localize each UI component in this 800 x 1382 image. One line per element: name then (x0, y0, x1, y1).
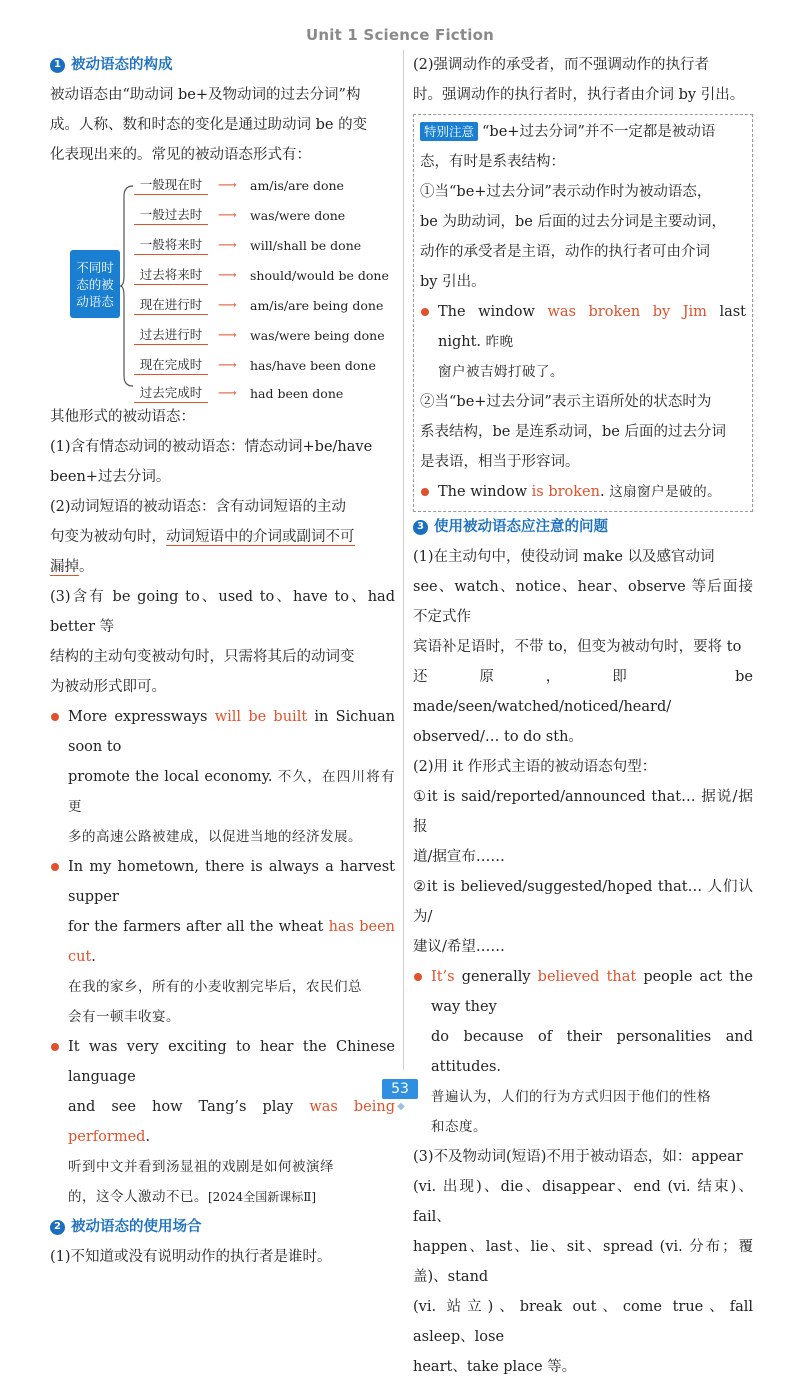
text-span: people act the way they (431, 969, 753, 1015)
text-line: (2)用 it 作形式主语的被动语态句型： (413, 759, 657, 775)
text-line: ②it is believed/suggested/hoped that… 人们认为/ (413, 879, 753, 925)
tense-label: 一般将来时 (134, 235, 208, 255)
translation-text: 这扇窗户是破的。 (609, 484, 722, 500)
source-citation: [2024全国新课标Ⅱ] (208, 1190, 317, 1204)
translation-text: 昨晚 (485, 334, 514, 350)
arrow-icon: ⟶ (218, 385, 237, 401)
highlight-text: has been cut (68, 919, 395, 965)
text-line: heart、take place 等。 (413, 1359, 577, 1375)
running-header: Unit 1 Science Fiction (305, 26, 494, 44)
text-span: generally (454, 969, 538, 985)
diagram-center-box (70, 250, 120, 318)
arrow-icon: ⟶ (218, 297, 237, 313)
bullet-dot-icon (51, 713, 59, 721)
translation-line: 窗户被吉姆打破了。 (438, 364, 564, 380)
text-line: 系表结构，be 是连系动词，be 后面的过去分词 (420, 424, 726, 440)
text-line (50, 522, 395, 552)
arrow-icon: ⟶ (218, 177, 237, 193)
example-line (431, 962, 753, 1022)
text-line: 道/据宣布…… (413, 849, 505, 865)
text-span: 。 (79, 559, 94, 575)
text-line: by 引出。 (420, 274, 486, 290)
tense-form: should/would be done (250, 267, 389, 283)
tense-label: 一般现在时 (134, 175, 208, 195)
text-line: been+过去分词。 (50, 469, 171, 485)
bullet-dot-icon (421, 488, 429, 496)
section-number-badge: 2 (50, 1220, 65, 1235)
text-line: 被动语态由“助动词 be+及物动词的过去分词”构 (50, 87, 361, 103)
translation-line: 普遍认为，人们的行为方式归因于他们的性格 (431, 1089, 711, 1105)
text-line: 时。强调动作的执行者时，执行者由介词 by 引出。 (413, 87, 745, 103)
diagram-row (134, 264, 389, 286)
text-line: 还原，即 be made/seen/watched/noticed/heard/ (413, 669, 753, 715)
section-2-heading (50, 1212, 395, 1242)
translation-line: 和态度。 (431, 1119, 487, 1135)
text-line: (1)在主动句中，使役动词 make 以及感官动词 (413, 549, 715, 565)
section-title: 被动语态的构成 (71, 57, 173, 73)
tense-form: will/shall be done (250, 237, 362, 253)
diagram-row (134, 324, 385, 346)
text-line: 结构的主动句变被动句时，只需将其后的动词变 (50, 649, 355, 665)
diagram-row (134, 234, 361, 256)
tense-label: 过去完成时 (134, 383, 208, 403)
arrow-icon: ⟶ (218, 267, 237, 283)
tense-form: am/is/are being done (250, 297, 384, 313)
arrow-icon: ⟶ (218, 237, 237, 253)
tense-form: was/were done (250, 207, 346, 223)
translation-line: 多的高速公路被建成，以促进当地的经济发展。 (68, 829, 362, 845)
text-line: ①it is said/reported/announced that… 据说/据报 (413, 789, 753, 835)
translation-line: 会有一顿丰收宴。 (68, 1009, 180, 1025)
text-span: The window (438, 304, 548, 320)
arrow-icon: ⟶ (218, 357, 237, 373)
special-note-box (413, 114, 753, 512)
highlight-text: will be built (214, 709, 308, 725)
center-line: 不同时 (76, 259, 114, 275)
text-span: . (91, 949, 96, 965)
section-title: 被动语态的使用场合 (71, 1219, 202, 1235)
example-item (420, 297, 746, 387)
bullet-dot-icon (421, 308, 429, 316)
right-column (413, 50, 753, 1382)
text-span: 句变为被动句时， (50, 529, 166, 545)
text-line: happen、last、lie、sit、spread (vi. 分布；覆盖)、stand (413, 1239, 753, 1285)
other-forms (50, 402, 395, 702)
tense-label: 过去进行时 (134, 325, 208, 345)
example-line (438, 297, 746, 357)
text-span: . (145, 1129, 151, 1145)
text-line: observed/… to do sth。 (413, 729, 583, 745)
text-span: promote the local economy. (68, 769, 278, 785)
text-line: (vi. 站立)、break out、come true、fall asleep、lose (413, 1299, 753, 1345)
left-column (50, 50, 395, 1272)
example-line (68, 702, 395, 762)
section-1-heading (50, 50, 395, 80)
highlight-text: believed that (537, 969, 637, 985)
column-divider (403, 50, 404, 1070)
translation-text: 的，这令人激动不已。 (68, 1189, 208, 1205)
tense-label: 一般过去时 (134, 205, 208, 225)
text-line: (3)含有 be going to、used to、have to、had better 等 (50, 589, 395, 635)
example-line: do because of their personalities and attitudes. (431, 1029, 753, 1075)
section-title: 使用被动语态应注意的问题 (434, 519, 608, 535)
text-line: ①当“be+过去分词”表示动作时为被动语态， (420, 184, 712, 200)
page-number: 53 (382, 1079, 418, 1099)
text-line: (2)强调动作的承受者，而不强调动作的执行者 (413, 57, 710, 73)
text-line: (1)不知道或没有说明动作的执行者是谁时。 (50, 1249, 332, 1265)
text-line: (3)不及物动词(短语)不用于被动语态，如：appear (413, 1149, 743, 1165)
example-line (438, 477, 746, 507)
bullet-dot-icon (51, 1043, 59, 1051)
underlined-text: 动词短语中的介词或副词不可 (166, 529, 355, 545)
text-line: 建议/希望…… (413, 939, 505, 955)
example-line (68, 762, 395, 822)
bullet-dot-icon (51, 863, 59, 871)
section-number-badge: 3 (413, 520, 428, 535)
text-span: “be+过去分词”并不一定都是被动语 (482, 124, 716, 140)
center-line: 动语态 (76, 293, 114, 309)
decorative-fish-icon: ◆ (397, 1101, 405, 1112)
arrow-icon: ⟶ (218, 207, 237, 223)
diagram-row (134, 382, 343, 404)
tense-label: 现在完成时 (134, 355, 208, 375)
text-span: . (599, 484, 610, 500)
section-number-badge: 1 (50, 58, 65, 73)
example-line: In my hometown, there is always a harvest supper (68, 859, 395, 905)
highlight-text: is broken (531, 484, 600, 500)
tense-label: 现在进行时 (134, 295, 208, 315)
text-line: 动作的承受者是主语，动作的执行者可由介词 (420, 244, 710, 260)
text-span: The window (438, 484, 532, 500)
example-line (68, 1092, 395, 1152)
example-item (50, 702, 395, 852)
text-line: 为被动形式即可。 (50, 679, 166, 695)
example-item (50, 1032, 395, 1212)
section-3-heading (413, 512, 753, 542)
translation-text: 不久，在四川将有更 (68, 769, 395, 815)
text-line: 成。人称、数和时态的变化是通过助动词 be 的变 (50, 117, 368, 133)
text-line: 态，有时是系表结构： (420, 154, 565, 170)
underlined-text: 漏掉 (50, 559, 79, 575)
highlight-text: It’s (431, 969, 455, 985)
highlight-text: was broken by Jim (547, 304, 707, 320)
text-line: see、watch、notice、hear、observe 等后面接不定式作 (413, 579, 753, 625)
translation-line: 听到中文并看到汤显祖的戏剧是如何被演绎 (68, 1159, 334, 1175)
tense-label: 过去将来时 (134, 265, 208, 285)
tense-form: am/is/are done (250, 177, 344, 193)
text-line: ②当“be+过去分词”表示主语所处的状态时为 (420, 394, 712, 410)
tense-form: had been done (250, 385, 344, 401)
text-line (420, 117, 746, 147)
text-span: and see how Tang’s play (68, 1099, 310, 1115)
translation-line (68, 1182, 395, 1212)
text-span: for the farmers after all the wheat (68, 919, 329, 935)
example-item (420, 477, 746, 507)
text-line: (1)含有情态动词的被动语态：情态动词+be/have (50, 439, 373, 455)
translation-line: 在我的家乡，所有的小麦收割完毕后，农民们总 (68, 979, 362, 995)
tense-form: was/were being done (250, 327, 385, 343)
example-item (50, 852, 395, 1032)
example-line (68, 912, 395, 972)
arrow-icon: ⟶ (218, 327, 237, 343)
text-line: be 为助动词，be 后面的过去分词是主要动词， (420, 214, 726, 230)
subheading: 其他形式的被动语态： (50, 409, 195, 425)
example-line: It was very exciting to hear the Chinese language (68, 1039, 395, 1085)
note-tag: 特别注意 (420, 122, 478, 141)
diagram-row (134, 294, 383, 316)
text-line: (vi. 出现)、die、disappear、end (vi. 结束)、fail、 (413, 1179, 753, 1225)
example-item (413, 962, 753, 1142)
diagram-row (134, 174, 344, 196)
section-1-body (50, 80, 395, 170)
passive-tense-diagram (50, 172, 395, 402)
text-line: 是表语，相当于形容词。 (420, 454, 580, 470)
text-line: (2)动词短语的被动语态：含有动词短语的主动 (50, 499, 347, 515)
text-line (50, 552, 395, 582)
diagram-row (134, 354, 376, 376)
tense-form: has/have been done (250, 357, 376, 373)
brace-icon (120, 184, 134, 388)
highlight-text: was being performed (68, 1099, 395, 1145)
text-line: 化表现出来的。常见的被动语态形式有： (50, 147, 311, 163)
text-span: More expressways (68, 709, 215, 725)
text-span: in Sichuan soon to (68, 709, 395, 755)
bullet-dot-icon (414, 973, 422, 981)
center-line: 态的被 (76, 276, 114, 292)
text-line: 宾语补足语时，不带 to，但变为被动句时，要将 to (413, 639, 742, 655)
text-span: last night. (438, 304, 746, 350)
diagram-row (134, 204, 345, 226)
